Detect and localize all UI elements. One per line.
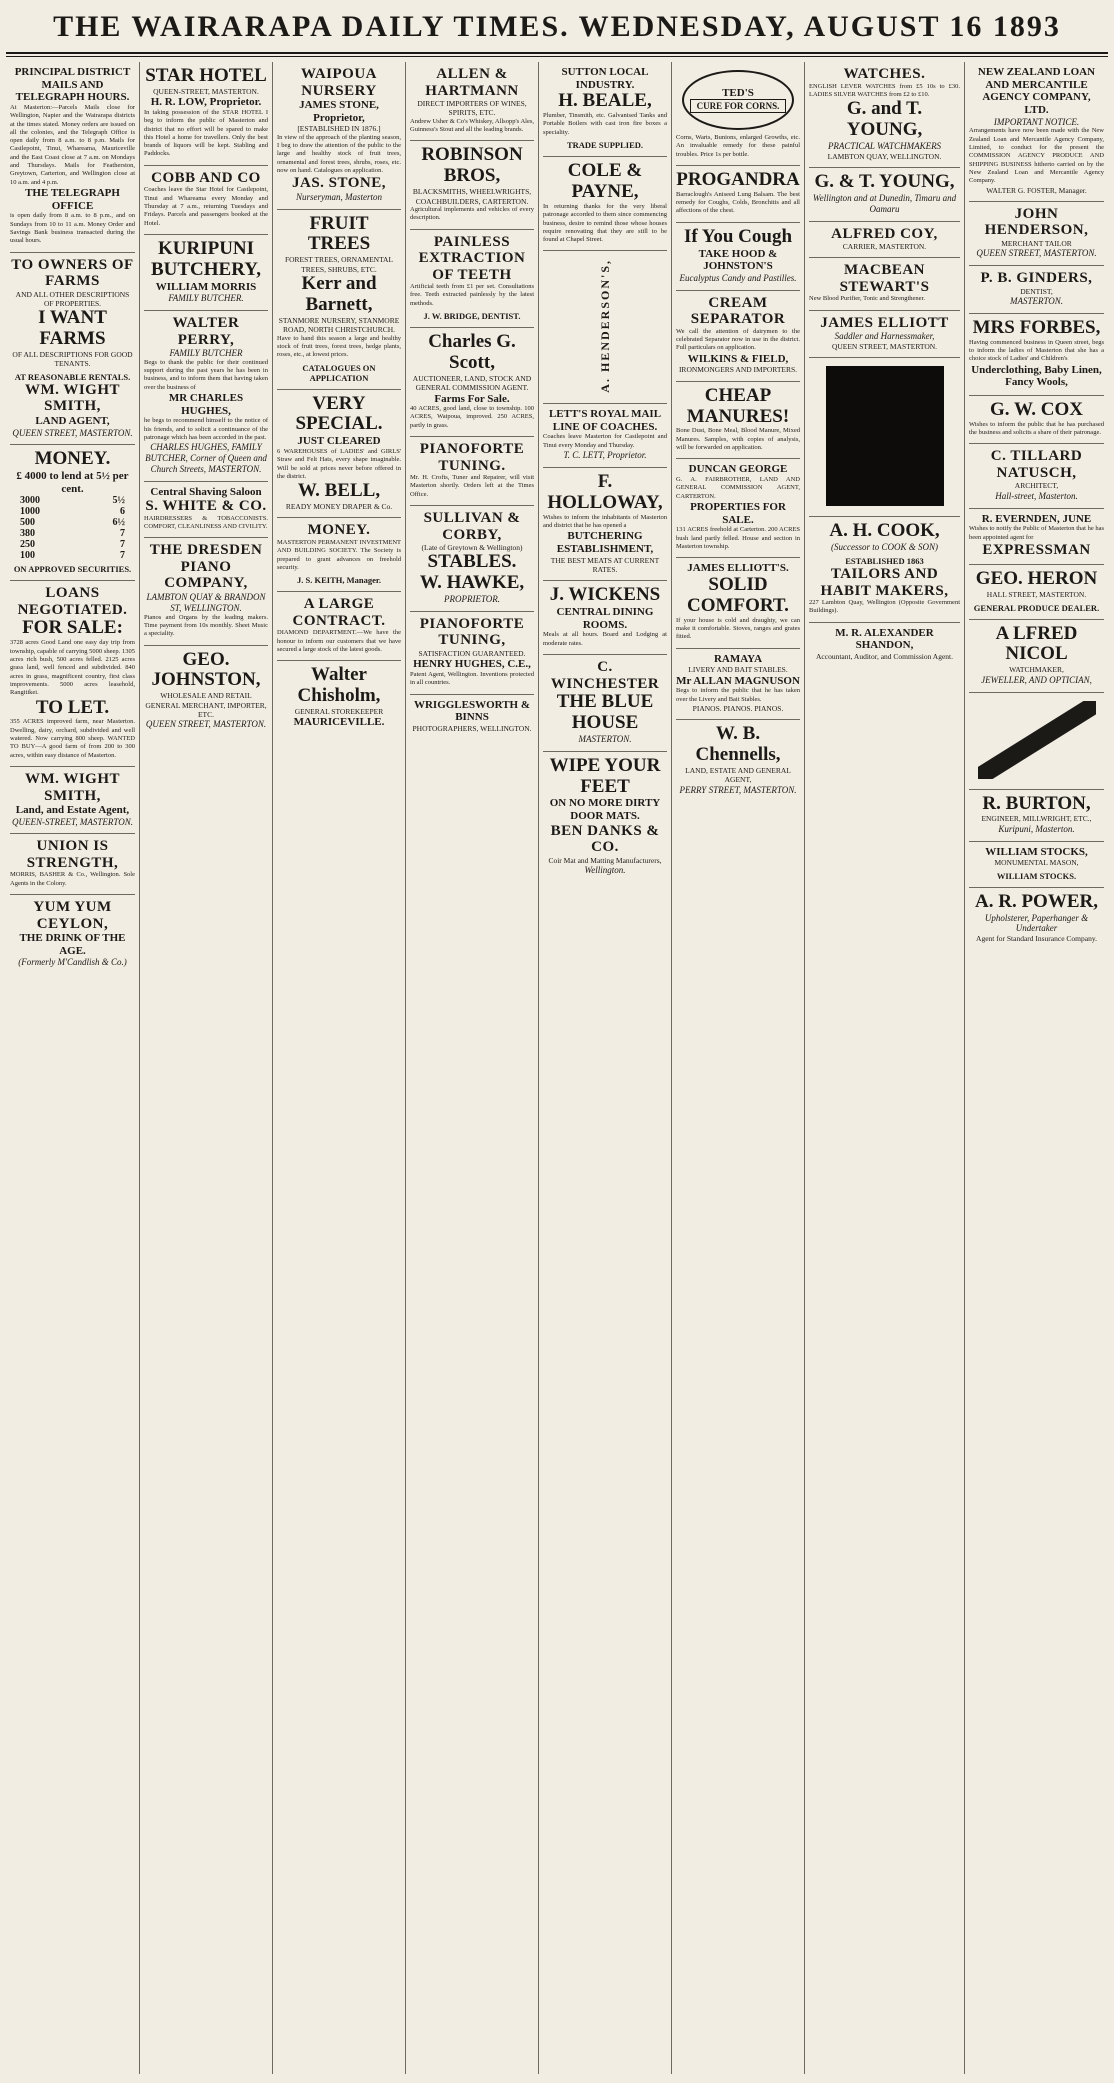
piano-tuning-ad: PIANOFORTE TUNING, SATISFACTION GUARANTEED. HENRY HUGHES, C.E., Patent Agent, Wellington. Inventions protected in all countries. — [410, 612, 534, 695]
scott-ad: Charles G. Scott, AUCTIONEER, LAND, STOCK AND GENERAL COMMISSION AGENT. Farms For Sale. 40 ACRES, good land, close to township. 100 ACRES, Waipoua, improved. 250 ACRES, partly in grass. — [410, 328, 534, 437]
mails-notice: PRINCIPAL DISTRICT MAILS AND TELEGRAPH HOURS. At Masterton:—Parcels Mails close for Wellington, Napier and the Wairarapa districts at the times stated. Money orders are issued on all the colonies, and the Telegraph Office is open daily from 8 a.m. to 8 p.m. Mails for Castlepoint, Tinui, Whareama, Mauriceville and the East Coast close at 7 a.m. on Mondays and Thursdays. Mails for Featherston, Greytown, Carterton, and Wellington close at 10 a.m. and 4 p.m. THE TELEGRAPH OFFICE is open daily from 8 a.m. to 8 p.m., and on Sundays from 10 to 11 a.m. Money Order and Savings Bank business transacted during the usual hours. — [10, 62, 135, 253]
wickens-ad: J. WICKENS CENTRAL DINING ROOMS. Meals at all hours. Board and Lodging at moderate rates. — [543, 581, 667, 655]
column-6 — [671, 62, 804, 2074]
dentist-ad: PAINLESS EXTRACTION OF TEETH Artificial teeth from £1 per set. Consultations free. Teeth extracted painlessly by the latest methods. J. W. BRIDGE, DENTIST. — [410, 230, 534, 328]
masthead-rule — [6, 56, 1108, 57]
fairbrother-ad: DUNCAN GEORGE G. A. FAIRBROTHER, LAND AND GENERAL COMMISSION AGENT, CARTERTON. PROPERTIES FOR SALE. 131 ACRES freehold at Carterton. 200 ACRES bush land partly felled. House and section in Masterton township. — [676, 459, 800, 558]
henderson-ad: A. HENDERSON'S, — [543, 251, 667, 404]
cole-payne-ad: COLE & PAYNE, In returning thanks for the very liberal patronage accorded to them since commencing business, desire to remind those whose houses require renovating that they are still to be found at Chapel Street. — [543, 157, 667, 251]
young-ad: G. & T. YOUNG, Wellington and at Dunedin, Timaru and Oamaru — [809, 168, 960, 221]
masthead-rule — [6, 52, 1108, 54]
robinson-ad: ROBINSON BROS, BLACKSMITHS, WHEELWRIGHTS, COACHBUILDERS, CARTERTON. Agricultural implements and vehicles of every description. — [410, 141, 534, 229]
contract-ad: A LARGE CONTRACT. DIAMOND DEPARTMENT.—We have the honour to inform our customers that we have secured a large stock of the latest goods. — [277, 592, 401, 661]
corn-cure-ad: TED'S CURE FOR CORNS. Corns, Warts, Bunions, enlarged Growths, etc. An invaluable remedy for these painful troubles. Price 1s per bottle. — [676, 62, 800, 166]
farms-ad: TO OWNERS OF FARMS AND ALL OTHER DESCRIPTIONS OF PROPERTIES. I WANT FARMS OF ALL DESCRIPTIONS FOR GOOD TENANTS. AT REASONABLE RENTALS. WM. WIGHT SMITH, LAND AGENT, QUEEN STREET, MASTERTON. — [10, 253, 135, 446]
wine-merchant-ad: ALLEN & HARTMANN DIRECT IMPORTERS OF WINES, SPIRITS, ETC. Andrew Usher & Co's Whiskey, Allsopp's Ales, Guinness's Stout and all the leading brands. — [410, 62, 534, 141]
watches-ad: WATCHES. ENGLISH LEVER WATCHES from £5 10s to £30. LADIES SILVER WATCHES from £2 to £10. G. and T. YOUNG, PRACTICAL WATCHMAKERS LAMBTON QUAY, WELLINGTON. — [809, 62, 960, 168]
power-ad: A. R. POWER, Upholsterer, Paperhanger & Undertaker Agent for Standard Insurance Company. — [975, 890, 1098, 944]
cough-ad: If You Cough TAKE HOOD & JOHNSTON'S Eucalyptus Candy and Pastilles. — [676, 223, 800, 291]
photographers-ad: WRIGGLESWORTH & BINNS PHOTOGRAPHERS, WELLINGTON. — [412, 698, 532, 733]
perry-ad: WALTER PERRY, FAMILY BUTCHER Begs to thank the public for their continued support during the past years he has been in business, and to inform them that having taken over the business of MR CHARLES HUGHES, he begs to recommend himself to the notice of his friends, and to solicit a continuance of the patronage which has been accorded in the past. CHARLES HUGHES, FAMILY BUTCHER, Corner of Queen and Church Streets, MASTERTON. — [144, 311, 268, 482]
tailor-ad: JOHN HENDERSON, MERCHANT TAILOR QUEEN STREET, MASTERTON. — [969, 202, 1104, 266]
holloway-ad: F. HOLLOWAY, Wishes to inform the inhabitants of Masterton and district that he has opened a BUTCHERING ESTABLISHMENT, THE BEST MEATS AT CURRENT RATES. — [543, 468, 667, 581]
dentist-ginders-ad: P. B. GINDERS, DENTIST, MASTERTON. — [969, 266, 1104, 314]
money-ad: MONEY. £ 4000 to lend at 5½ per cent. 3000 5½ 1000 6 500 6½ 380 7 250 7 100 7 ON APPROVED SECURITIES. — [10, 445, 135, 581]
tea-ad: YUM YUM CEYLON, THE DRINK OF THE AGE. (Formerly M'Candlish & Co.) — [18, 899, 127, 968]
fruit-trees-ad: FRUIT TREES FOREST TREES, ORNAMENTAL TREES, SHRUBS, ETC. Kerr and Barnett, STANMORE NURSERY, STANMORE ROAD, NORTH CHRISTCHURCH. Have to hand this season a large and healthy stock of fruit trees, forest trees, hedge plants, roses, etc., at lowest prices. CATALOGUES ON APPLICATION — [277, 210, 401, 390]
loan-company-ad: NEW ZEALAND LOAN AND MERCANTILE AGENCY COMPANY, LTD. IMPORTANT NOTICE. Arrangements have now been made with the New Zealand Loan and Mercantile Agency Company, Limited, to conduct for the present the COMMISSION AGENCY PRODUCE AND SHIPPING BUSINESS hitherto carried on by the New Zealand Loan and Mercantile Agency Company. WALTER G. FOSTER, Manager. — [969, 62, 1104, 202]
column-1 — [6, 62, 139, 2074]
heron-ad: GEO. HERON HALL STREET, MASTERTON. GENERAL PRODUCE DEALER. — [969, 565, 1104, 619]
union-ad: UNION IS STRENGTH, MORRIS, BASHER & Co., Wellington. Sole Agents in the Colony. — [10, 834, 135, 895]
rate-row: 250 7 — [20, 539, 125, 551]
redaction-box — [826, 366, 944, 506]
stamp-graphic — [978, 701, 1096, 779]
corn-cure-emblem: TED'S CURE FOR CORNS. — [682, 70, 794, 130]
agent-ad: WM. WIGHT SMITH, Land, and Estate Agent, QUEEN-STREET, MASTERTON. — [10, 767, 135, 834]
column-4 — [405, 62, 538, 2074]
chisholm-ad: Walter Chisholm, GENERAL STOREKEEPER MAURICEVILLE. — [293, 664, 385, 729]
stewart-ad: MACBEAN STEWART'S New Blood Purifier, Tonic and Strengthener. — [809, 258, 960, 310]
evernden-ad: R. EVERNDEN, JUNE Wishes to notify the Public of Masterton that he has been appointed agent for EXPRESSMAN — [969, 509, 1104, 566]
door-mats-ad: WIPE YOUR FEET ON NO MORE DIRTY DOOR MATS. BEN DANKS & CO. Coir Mat and Matting Manufacturers, Wellington. — [548, 754, 662, 876]
stables-ad: RAMAYA LIVERY AND BAIT STABLES. Mr ALLAN MAGNUSON Begs to inform the public that he has taken over the Livery and Bait Stables. PIANOS. PIANOS. PIANOS. — [676, 649, 800, 721]
johnston-ad: GEO. JOHNSTON, WHOLESALE AND RETAIL GENERAL MERCHANT, IMPORTER, ETC. QUEEN STREET, MASTERTON. — [145, 648, 267, 730]
nicol-ad: A LFRED NICOL WATCHMAKER, JEWELLER, AND OPTICIAN, — [969, 620, 1104, 693]
building-society-ad: MONEY. MASTERTON PERMANENT INVESTMENT AND BUILDING SOCIETY. The Society is prepared to grant advances on freehold security. J. S. KEITH, Manager. — [277, 518, 401, 592]
stamp-ribbon — [978, 701, 1096, 779]
stamp-ad — [969, 693, 1104, 790]
natusch-ad: C. TILLARD NATUSCH, ARCHITECT, Hall-street, Masterton. — [969, 444, 1104, 508]
special-ad: VERY SPECIAL. JUST CLEARED 6 WAREHOUSES of LADIES' and GIRLS' Straw and Felt Hats, every shape imaginable. Will be sold at prices never before offered in the district. W. BELL, READY MONEY DRAPER & Co. — [277, 390, 401, 519]
newspaper-title: THE WAIRARAPA DAILY TIMES. WEDNESDAY, AUGUST 16 1893 — [53, 10, 1061, 43]
winchester-ad: C. WINCHESTER THE BLUE HOUSE MASTERTON. — [543, 655, 667, 752]
butchery-ad: KURIPUNI BUTCHERY, WILLIAM MORRIS FAMILY BUTCHER. — [144, 235, 268, 311]
manures-ad: CHEAP MANURES! Bone Dust, Bone Meal, Blood Manure, Mixed Manures. Samples, with copies of analysis, will be forwarded on application. — [676, 382, 800, 460]
coy-ad: ALFRED COY, CARRIER, MASTERTON. — [809, 222, 960, 259]
elliott-ad: JAMES ELLIOTT Saddler and Harnessmaker, QUEEN STREET, MASTERTON. — [809, 311, 960, 359]
piano-ad: THE DRESDEN PIANO COMPANY, LAMBTON QUAY & BRANDON ST, WELLINGTON. Pianos and Organs by the leading makers. Time payment from 10s monthly. Sheet Music a speciality. — [144, 538, 268, 645]
column-3 — [272, 62, 405, 2074]
rate-row: 380 7 — [20, 528, 125, 540]
coaches-ad: LETT'S ROYAL MAIL LINE OF COACHES. Coaches leave Masterton for Castlepoint and Tinui every Monday and Thursday. T. C. LETT, Proprietor. — [543, 404, 667, 468]
forbes-ad: MRS FORBES, Having commenced business in Queen street, begs to inform the ladies of Masterton that she has a choice stock of Ladies' and Children's Underclothing, Baby Linen, Fancy Wools, — [969, 314, 1104, 396]
separator-ad: CREAM SEPARATOR We call the attention of dairymen to the celebrated Separator now in use in the district. Full particulars on application. WILKINS & FIELD, IRONMONGERS AND IMPORTERS. — [676, 291, 800, 382]
saloon-ad: Central Shaving Saloon S. WHITE & CO. HAIRDRESSERS & TOBACCONISTS. COMFORT, CLEANLINESS AND CIVILITY. — [144, 482, 268, 539]
rate-row: 100 7 — [20, 550, 125, 562]
burton-ad: R. BURTON, ENGINEER, MILLWRIGHT, ETC., Kuripuni, Masterton. — [969, 790, 1104, 842]
column-5 — [538, 62, 671, 2074]
column-7 — [804, 62, 964, 2074]
loans-ad: LOANS NEGOTIATED. FOR SALE: 3728 acres Good Land one easy day trip from township, capable of carrying 5000 sheep. 1305 acres rich bush, 500 acres felled. 2125 acres grass land, well fenced and subdivided. 840 acres in grass, magnificent country, first class improvements. 5000 acres leasehold, Rangitikei. TO LET. 355 ACRES improved farm, near Masterton. Dwelling, dairy, orchard, subdivided and well watered. Now carrying 800 sheep. WANTED TO BUY—A good farm of from 200 to 300 acres, within easy distance of Masterton. — [10, 581, 135, 767]
stocks-ad: WILLIAM STOCKS, MONUMENTAL MASON, WILLIAM STOCKS. — [969, 842, 1104, 888]
nursery-ad: WAIPOUA NURSERY JAMES STONE, Proprietor, [ESTABLISHED IN 1876.] In view of the approach of the planting season, I beg to draw the attention of the public to the large and healthy stock of fruit trees, ornamental and forest trees, shrubs, roses, etc. now on hand. Catalogues on application. JAS. STONE, Nurseryman, Masterton — [277, 62, 401, 210]
lung-balsam-ad: PROGANDRA Barraclough's Aniseed Lung Balsam. The best remedy for Coughs, Colds, Bronchitis and all affections of the chest. — [676, 166, 800, 223]
masthead — [0, 0, 1114, 58]
redacted-block — [809, 358, 960, 517]
cobb-ad: COBB AND CO Coaches leave the Star Hotel for Castlepoint, Tinui and Whareama every Monday and Thursday at 7 a.m., returning Tuesdays and Fridays. Parcels and passengers booked at the Hotel. — [144, 166, 268, 235]
rate-row: 500 6½ — [20, 517, 125, 529]
cook-ad: A. H. COOK, (Successor to COOK & SON) ESTABLISHED 1863 TAILORS AND HABIT MAKERS, 227 Lambton Quay, Wellington (Opposite Government Buildings). — [809, 517, 960, 622]
star-hotel-ad: STAR HOTEL QUEEN-STREET, MASTERTON. H. R. LOW, Proprietor. In taking possession of the STAR HOTEL I beg to inform the public of Masterton and district that no effort will be spared to make this Hotel a home for travellers. Only the best brands of liquors will be kept. Stabling and Paddocks. — [144, 62, 268, 166]
shandon-ad: M. R. ALEXANDER SHANDON, Accountant, Auditor, and Commission Agent. — [816, 626, 953, 662]
column-2 — [139, 62, 272, 2074]
rate-row: 3000 5½ — [20, 495, 125, 507]
column-8 — [964, 62, 1108, 2074]
comfort-ad: JAMES ELLIOTT'S. SOLID COMFORT. If your house is cold and draughty, we can make it comfortable. Stoves, ranges and grates fitted. — [676, 558, 800, 648]
beale-ad: SUTTON LOCAL INDUSTRY. H. BEALE, Plumber, Tinsmith, etc. Galvanised Tanks and Portable Boilers with cast iron fire boxes a speciality. TRADE SUPPLIED. — [543, 62, 667, 157]
rate-row: 1000 6 — [20, 506, 125, 518]
chennells-ad: W. B. Chennells, LAND, ESTATE AND GENERAL AGENT, PERRY STREET, MASTERTON. — [679, 723, 797, 795]
sullivan-ad: SULLIVAN & CORBY, (Late of Greytown & Wellington) STABLES. W. HAWKE, PROPRIETOR. — [410, 506, 534, 612]
tuning-ad: PIANOFORTE TUNING. Mr. H. Crofts, Tuner and Repairer, will visit Masterton shortly. Orders left at the Times Office. — [410, 437, 534, 506]
cox-ad: G. W. COX Wishes to inform the public that he has purchased the business and solicits a share of their patronage. — [969, 396, 1104, 445]
